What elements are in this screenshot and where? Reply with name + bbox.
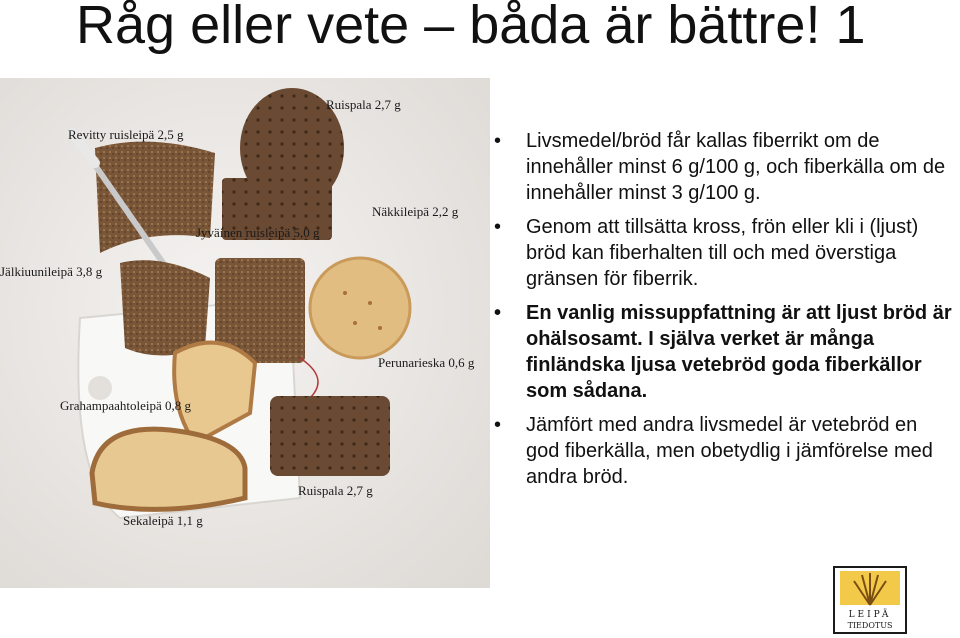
label-perunarieska: Perunarieska 0,6 g [378,355,475,370]
label-jalkiuunileipa: Jälkiuunileipä 3,8 g [0,264,103,279]
leipatiedotus-logo [832,565,908,635]
logo-line2: TIEDOTUS [847,621,893,630]
bullet-item: • Livsmedel/bröd får kallas fiberrikt om de innehåller minst 6 g/100 g, och fiberkälla om de innehåller minst 3 g/100 g. [492,128,954,206]
jalkiuunileipa-bread [120,260,210,355]
bread-photo [0,78,490,588]
board-hole [88,376,112,400]
bullet-item: • En vanlig missuppfattning är att ljust bröd är ohälsosamt. I själva verket är många finländska ljusa vetebröd goda fiberkällor som sådana. [492,300,954,404]
label-grahampaahtoleipa: Grahampaahtoleipä 0,8 g [60,398,192,413]
label-jyvainen: Jyväinen ruisleipä 5,0 g [196,225,320,240]
bullet-item: • Jämfört med andra livsmedel är vetebröd en god fiberkälla, men obetydlig i jämförelse med andra bröd. [492,412,954,490]
bullet-list [492,128,954,498]
label-ruispala-top: Ruispala 2,7 g [326,97,401,112]
label-ruispala-bottom: Ruispala 2,7 g [298,483,373,498]
logo-line1: LEIPÄ [848,610,892,620]
slide-title: Råg eller vete – båda är bättre! 1 [76,0,866,55]
ruispala-bottom-bread [270,396,390,476]
label-sekaleipa: Sekaleipä 1,1 g [123,513,203,528]
sekaleipa-bread [92,429,245,509]
label-revitty: Revitty ruisleipä 2,5 g [68,127,184,142]
bullet-item: • Genom att tillsätta kross, frön eller kli i (ljust) bröd kan fiberhalten till och med överstiga gränsen för fiberrik. [492,214,954,292]
nakkileipa-bread [310,258,410,358]
label-nakkileipa: Näkkileipä 2,2 g [372,204,459,219]
